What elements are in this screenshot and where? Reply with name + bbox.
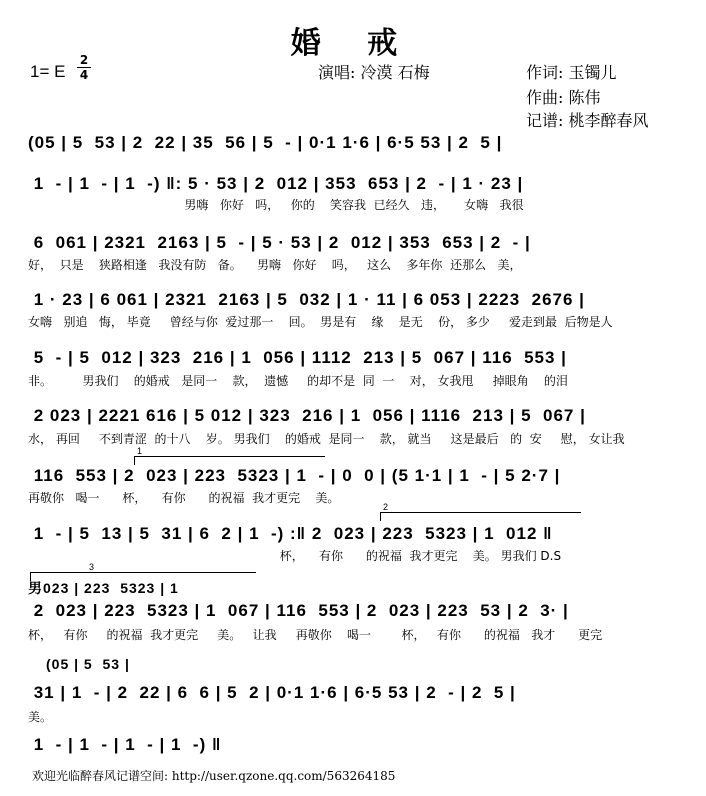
notation-row-8: 1 - | 5 13 | 5 31 | 6 2 | 1 -) :‖ 2 023 | 223 5323 | 1 012 ‖ (28, 524, 553, 543)
volta-label-3: 3 (89, 562, 95, 572)
lyrics-row-8: 杯， 有你 的祝福 我才更完 美。 男我们 D.S (28, 549, 562, 563)
notation-row-7: 116 553 | 2 023 | 223 5323 | 1 - | 0 0 | (5 1·1 | 1 - | 5 2·7 | (28, 466, 561, 485)
transcriber: 记谱: 桃李醉春风 (526, 111, 649, 130)
notation-row-4: 1 · 23 | 6 061 | 2321 2163 | 5 032 | 1 · 11 | 6 053 | 2223 2676 | (28, 290, 585, 309)
notation-row-11: (05 | 5 53 | (46, 656, 130, 672)
volta-label-2: 2 (383, 502, 389, 512)
notation-row-9: 男023 | 223 5323 | 1 (28, 580, 179, 596)
notation-row-6: 2 023 | 2221 616 | 5 012 | 323 216 | 1 056 | 1116 213 | 5 067 | (28, 406, 586, 425)
composer: 作曲: 陈伟 (526, 88, 601, 107)
singers: 演唱: 冷漠 石梅 (318, 63, 430, 82)
notation-row-13: 1 - | 1 - | 1 - | 1 -) ‖ (28, 735, 222, 754)
lyrics-row-4: 女嗨 别追 悔， 毕竟 曾经与你 爱过那一 回。 男是有 缘 是无 份， 多少 爱走到最 后物是人 (28, 315, 613, 329)
lyrics-row-7: 再敬你 喝一 杯， 有你 的祝福 我才更完 美。 (28, 491, 340, 505)
notation-row-1: (05 | 5 53 | 2 22 | 35 56 | 5 - | 0·1 1·6 | 6·5 53 | 2 5 | (28, 133, 503, 152)
time-signature-bottom: 4 (79, 68, 89, 82)
lyricist: 作词: 玉镯儿 (526, 63, 617, 82)
notation-row-12: 31 | 1 - | 2 22 | 6 6 | 5 2 | 0·1 1·6 | 6·5 53 | 2 - | 2 5 | (28, 683, 516, 702)
lyrics-row-5: 非。 男我们 的婚戒 是同一 款， 遗憾 的却不是 同 一 对， 女我甩 掉眼角 的泪 (28, 374, 568, 388)
lyrics-row-6: 水， 再回 不到青涩 的十八 岁。 男我们 的婚戒 是同一 款， 就当 这是最后 的 安 慰， 女让我 (28, 432, 625, 446)
volta-label-1: 1 (137, 446, 143, 456)
volta-bracket-2 (380, 502, 581, 521)
key-signature: 1= E (30, 62, 66, 81)
notation-row-2: 1 - | 1 - | 1 -) ‖: 5 · 53 | 2 012 | 353 653 | 2 - | 1 · 23 | (28, 174, 524, 193)
time-signature-top: 2 (79, 53, 89, 67)
notation-row-10: 2 023 | 223 5323 | 1 067 | 116 553 | 2 023 | 223 53 | 2 3· | (28, 601, 569, 620)
song-title: 婚 戒 (290, 26, 416, 61)
lyrics-row-3: 好， 只是 狭路相逢 我没有防 备。 男嗨 你好 吗， 这么 多年你 还那么 美， (28, 258, 522, 272)
time-signature (77, 54, 91, 81)
lyrics-row-2: 男嗨 你好 吗， 你的 笑容我 已经久 违， 女嗨 我很 (28, 198, 524, 212)
lyrics-row-10: 杯， 有你 的祝福 我才更完 美。 让我 再敬你 喝一 杯， 有你 的祝福 我才 更完 (28, 628, 603, 642)
notation-row-5: 5 - | 5 012 | 323 216 | 1 056 | 1112 213 | 5 067 | 116 553 | (28, 348, 567, 367)
footer-credit: 欢迎光临醉春风记谱空间: http://user.qzone.qq.com/563264185 (32, 769, 396, 783)
volta-bracket-1 (134, 446, 325, 465)
notation-row-3: 6 061 | 2321 2163 | 5 - | 5 · 53 | 2 012 | 353 653 | 2 - | (28, 233, 531, 252)
lyrics-row-12: 美。 (28, 710, 53, 724)
